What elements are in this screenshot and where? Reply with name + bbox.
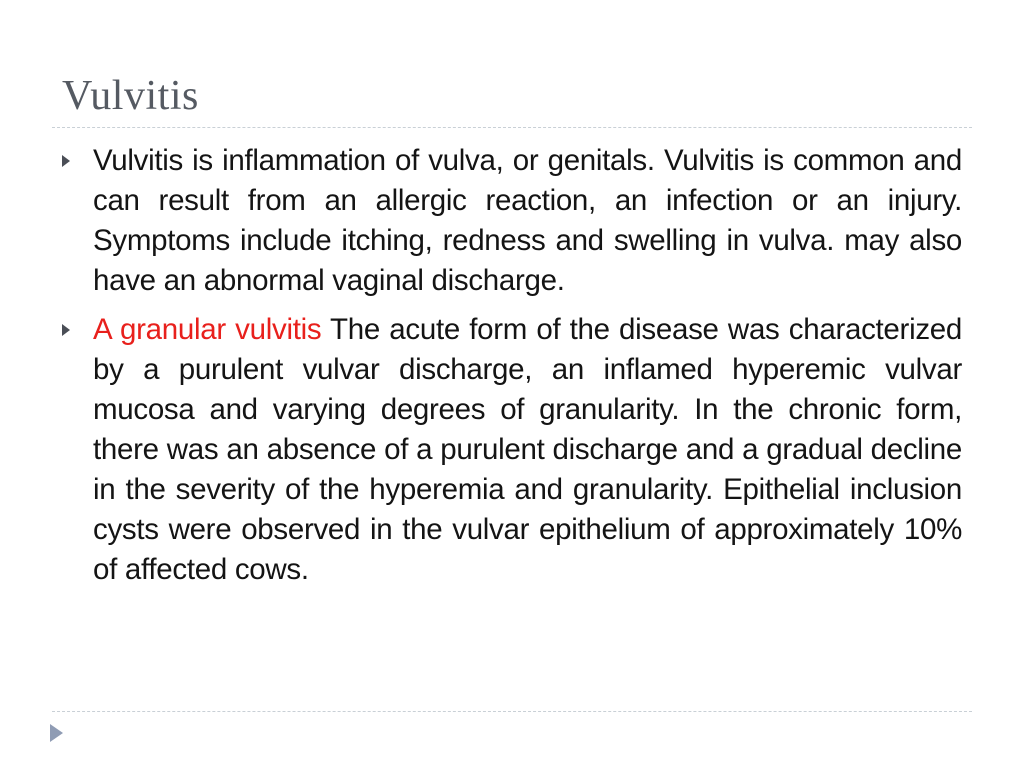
triangle-bullet-icon: [62, 324, 70, 336]
bullet-item: [62, 310, 962, 590]
bullet-text: [93, 310, 962, 590]
title-divider: [52, 127, 972, 128]
triangle-bullet-icon: [62, 155, 70, 167]
bullet-item: [62, 141, 962, 301]
bullet-text: [93, 141, 962, 301]
footer-divider: [52, 711, 972, 712]
slide-title: Vulvitis: [62, 73, 199, 119]
bullet-highlight: A granular vulvitis: [93, 313, 322, 346]
bullet-body: Vulvitis is inflammation of vulva, or genitals. Vulvitis is common and can result from an allergic reaction, an infection or an injury. Symptoms include itching, redness and swelling in vulva. may also have an abnormal vaginal discharge.: [93, 144, 962, 297]
bullet-list: [62, 141, 962, 599]
bullet-body: The acute form of the disease was characterized by a purulent vulvar discharge, an inflamed hyperemic vulvar mucosa and varying degrees of granularity. In the chronic form, there was an absence of a purulent discharge and a gradual decline in the severity of the hyperemia and granularity. Epithelial inclusion cysts were observed in the vulvar epithelium of approximately 10% of affected cows.: [93, 313, 962, 586]
next-slide-arrow-icon[interactable]: [50, 724, 63, 742]
